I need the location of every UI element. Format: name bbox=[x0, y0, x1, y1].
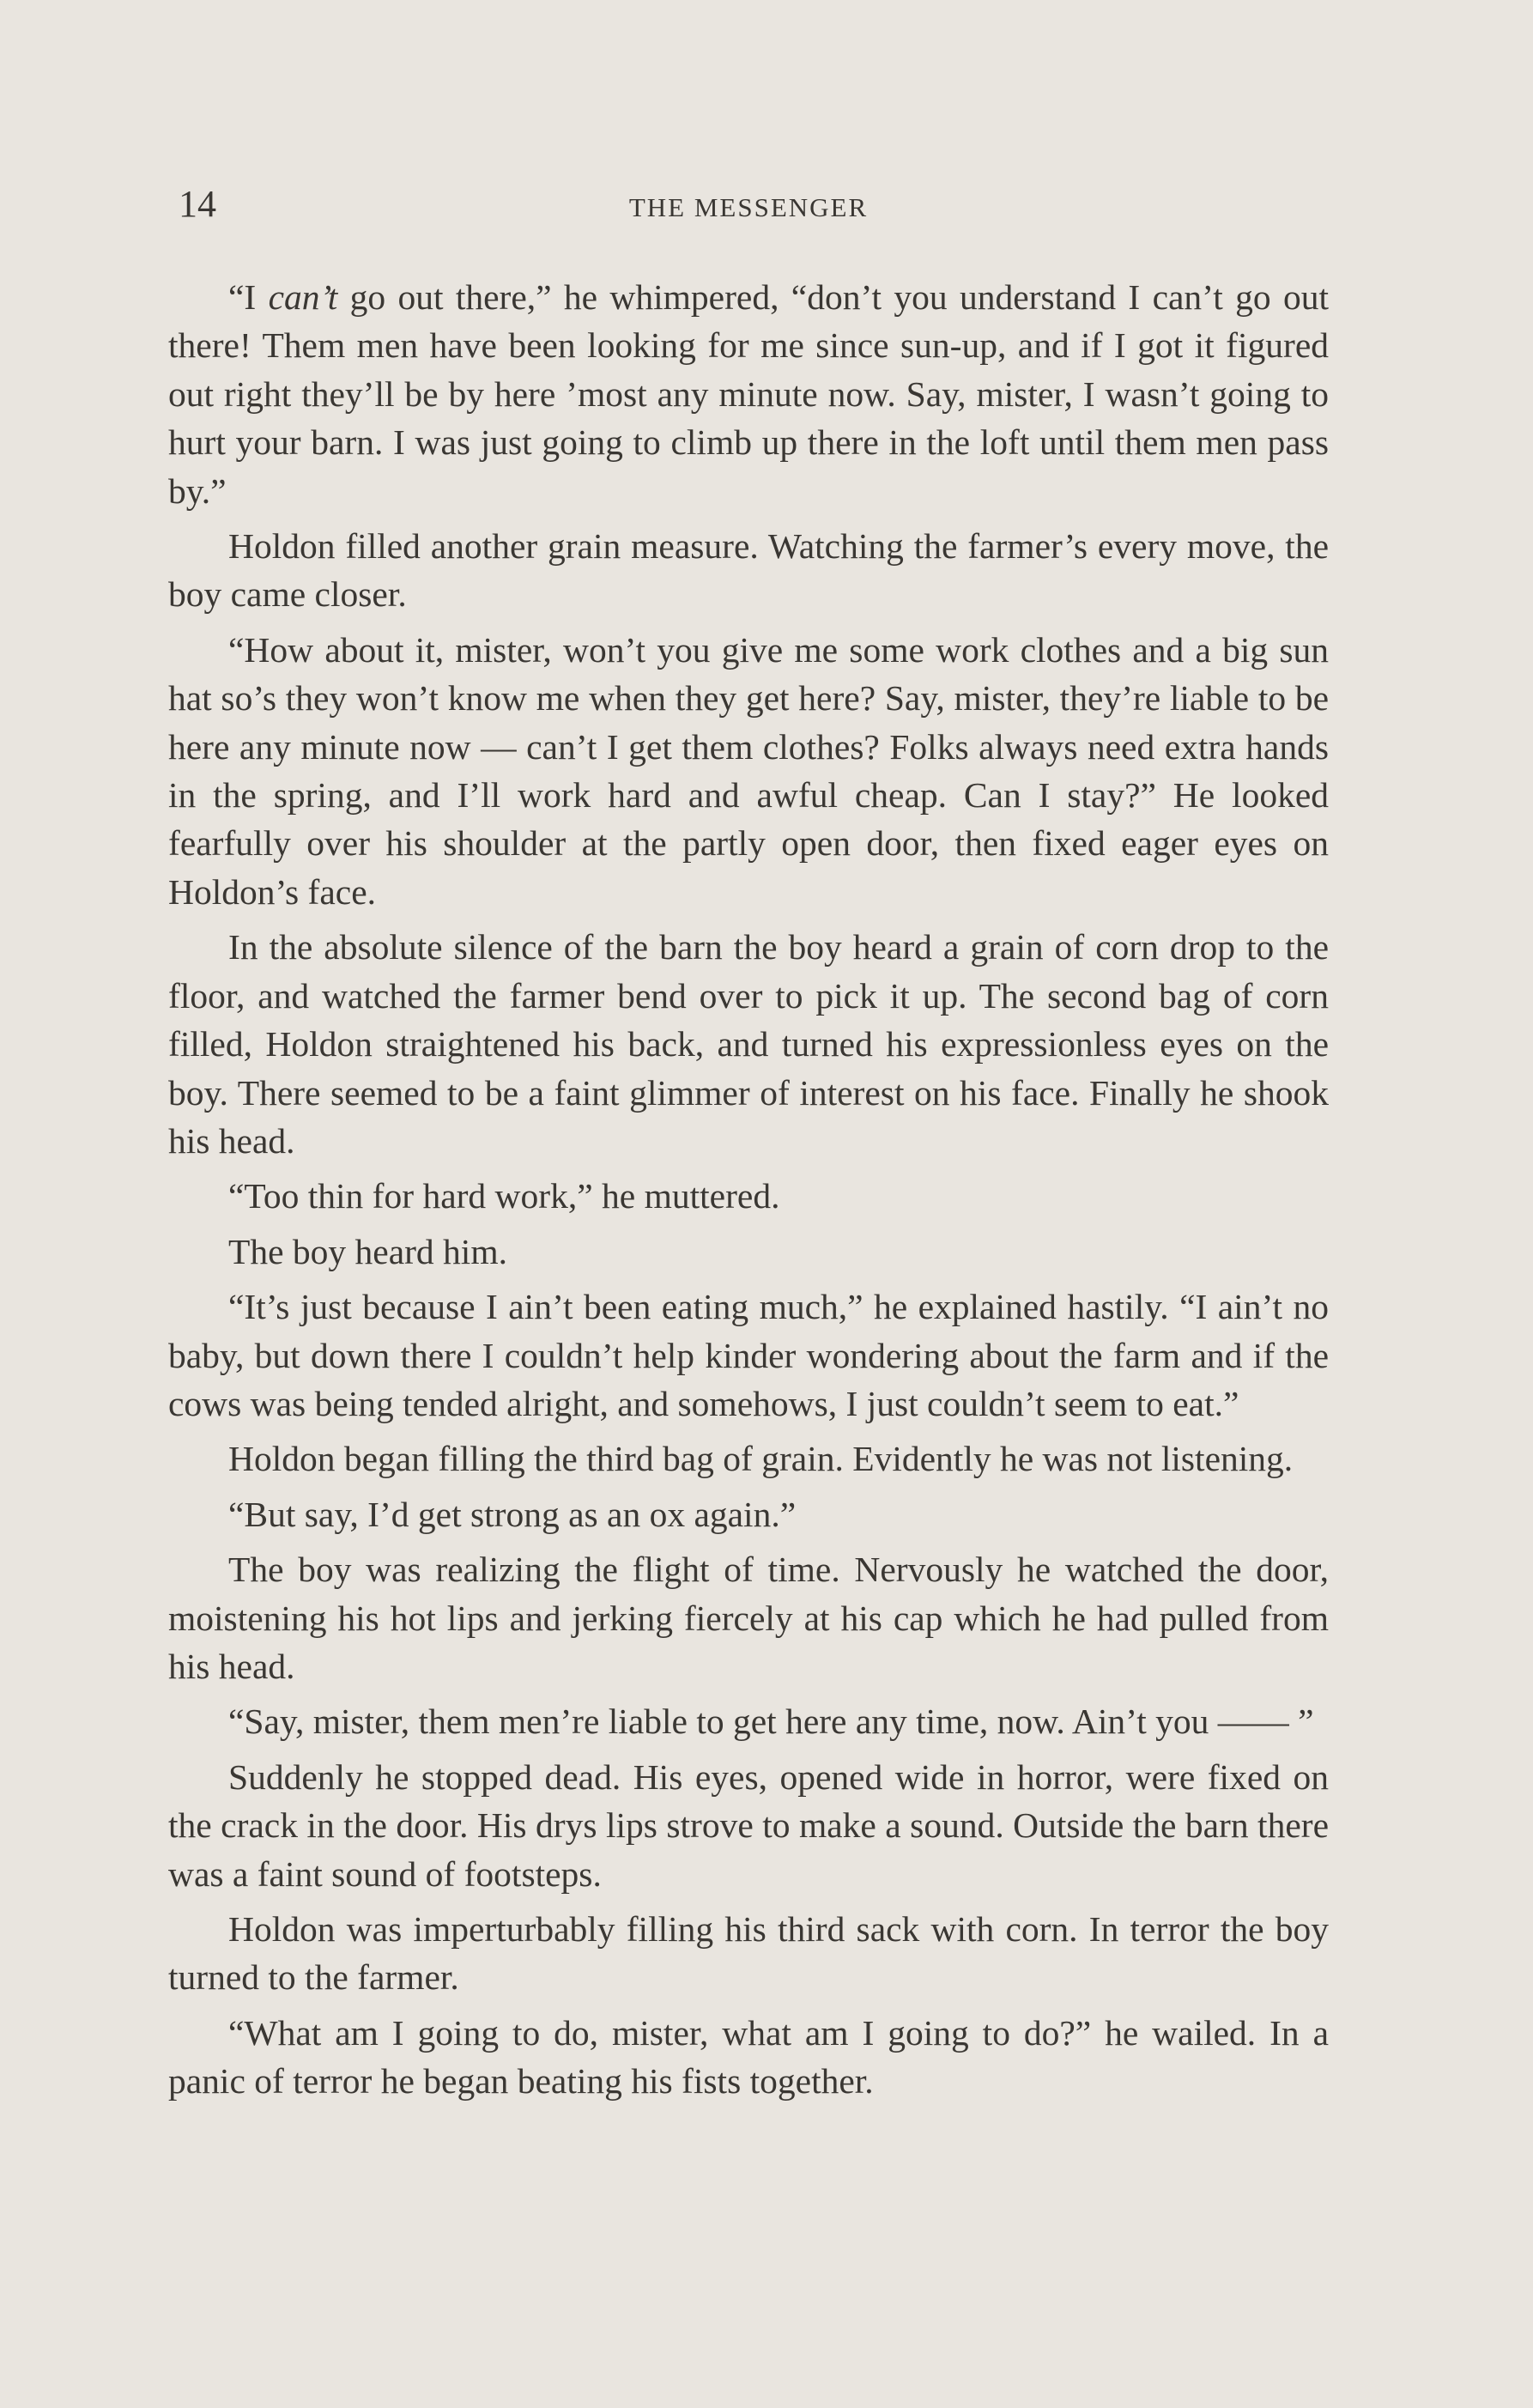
paragraph-10: The boy was realizing the flight of time. Nervously he watched the door, moistening his hot lips and jerking fiercely at his cap which he had pulled from his head. bbox=[168, 1550, 1329, 1686]
paragraph-8: Holdon began filling the third bag of grain. Evidently he was not listening. bbox=[228, 1439, 1294, 1479]
paragraph-13: Holdon was imperturbably filling his third sack with corn. In terror the boy turned to the farmer. bbox=[168, 1909, 1329, 1998]
running-title: THE MESSENGER bbox=[628, 192, 869, 222]
paragraph-2: Holdon filled another grain measure. Watching the farmer’s every move, the boy came closer. bbox=[168, 526, 1329, 615]
paragraph-7: “It’s just because I ain’t been eating much,” he explained hastily. “I ain’t no baby, but down there I couldn’t help kinder wondering about the farm and if the cows was being tended alright, and somehows, I just couldn’t seem to eat.” bbox=[168, 1287, 1329, 1423]
paragraph-5: “Too thin for hard work,” he muttered. bbox=[228, 1176, 780, 1216]
running-head bbox=[168, 179, 1329, 230]
paragraph-4: In the absolute silence of the barn the boy heard a grain of corn drop to the floor, and watched the farmer bend over to pick it up. The second bag of corn filled, Holdon straightened his back, and turned his expressionless eyes on the boy. There seemed to be a faint glimmer of interest on his face. Finally he shook his head. bbox=[168, 927, 1329, 1161]
paragraph-12: Suddenly he stopped dead. His eyes, opened wide in horror, were fixed on the crack in the door. His drys lips strove to make a sound. Outside the barn there was a faint sound of footsteps. bbox=[168, 1756, 1329, 1894]
paragraph-11: “Say, mister, them men’re liable to get here any time, now. Ain’t you —— ” bbox=[228, 1701, 1314, 1742]
paragraph-9: “But say, I’d get strong as an ox again.” bbox=[228, 1494, 797, 1534]
page-number: 14 bbox=[179, 183, 216, 225]
body-text bbox=[168, 273, 1329, 2106]
paragraph-1 bbox=[168, 273, 1329, 515]
paragraph-1-emphasis: can’t bbox=[268, 277, 338, 317]
paragraph-3: “How about it, mister, won’t you give me some work clothes and a big sun hat so’s they won’t know me when they get here? Say, mister, they’re liable to be here any minute now — can’t I get them clothes? Folks always need extra hands in the spring, and I’ll work hard and awful cheap. Can I stay?” He looked fearfully over his shoulder at the partly open door, then fixed eager eyes on Holdon’s face. bbox=[168, 629, 1329, 912]
paragraph-1-open: “I bbox=[228, 277, 269, 317]
paragraph-6: The boy heard him. bbox=[228, 1231, 507, 1271]
paragraph-14: “What am I going to do, mister, what am I going to do?” he wailed. In a panic of terror he began beating his fists together. bbox=[168, 2012, 1329, 2102]
paragraph-1-rest: go out there,” he whimpered, “don’t you understand I can’t go out there! Them men have been looking for me since sun-up, and if I got it figured out right they’ll be by here ’most any minute now. Say, mister, I wasn’t going to hurt your barn. I was just going to climb up there in the loft until them men pass by.” bbox=[168, 277, 1329, 511]
